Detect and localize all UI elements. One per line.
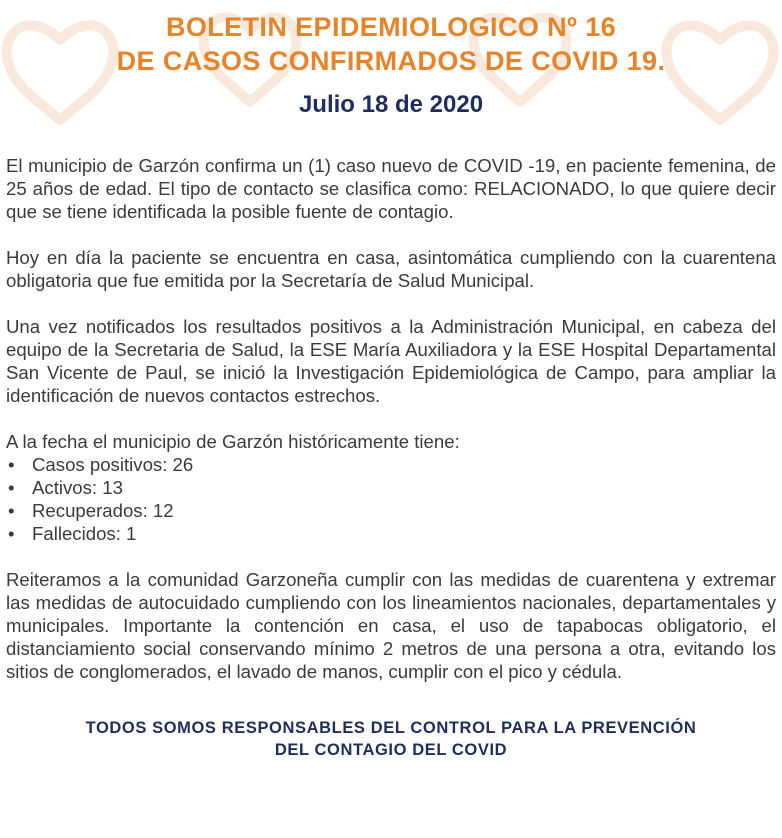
bullet-icon: • <box>8 477 15 498</box>
footer-line-2: DEL CONTAGIO DEL COVID <box>274 741 508 759</box>
footer-line-1: TODOS SOMOS RESPONSABLES DEL CONTROL PARA LA PREVENCIÓN <box>85 719 697 737</box>
title-line-2: DE CASOS CONFIRMADOS DE COVID 19. <box>116 46 666 76</box>
list-item <box>6 522 776 545</box>
stat-recovered: Recuperados: 12 <box>32 500 174 521</box>
bullet-icon: • <box>8 523 15 544</box>
list-item <box>6 499 776 522</box>
footer-slogan <box>6 717 776 761</box>
paragraph-new-case: El municipio de Garzón confirma un (1) caso nuevo de COVID -19, en paciente femenina, de 25 años de edad. El tipo de contacto se clasifica como: RELACIONADO, lo que quiere decir que se tiene identificada la posible fuente de contagio. <box>6 155 776 222</box>
paragraph-stats-intro: A la fecha el municipio de Garzón históricamente tiene: <box>6 431 460 452</box>
bullet-icon: • <box>8 500 15 521</box>
bullet-icon: • <box>8 454 15 475</box>
paragraph-recommendations: Reiteramos a la comunidad Garzoneña cumplir con las medidas de cuarentena y extremar las medidas de autocuidado cumpliendo con los lineamientos nacionales, departamentales y municipales. Importante la contención en casa, el uso de tapabocas obligatorio, el distanciamiento social conservando mínimo 2 metros de una persona a otra, evitando los sitios de conglomerados, el lavado de manos, cumplir con el pico y cédula. <box>6 569 776 682</box>
stat-active: Activos: 13 <box>32 477 123 498</box>
list-item <box>6 453 776 476</box>
bulletin-page <box>0 10 782 761</box>
stat-deceased: Fallecidos: 1 <box>32 523 137 544</box>
stat-positive-cases: Casos positivos: 26 <box>32 454 194 475</box>
list-item <box>6 476 776 499</box>
paragraph-patient-status: Hoy en día la paciente se encuentra en casa, asintomática cumpliendo con la cuarentena obligatoria que fue emitida por la Secretaría de Salud Municipal. <box>6 247 776 291</box>
paragraph-investigation: Una vez notificados los resultados positivos a la Administración Municipal, en cabeza del equipo de la Secretaria de Salud, la ESE María Auxiliadora y la ESE Hospital Departamental San Vicente de Paul, se inició la Investigación Epidemiológica de Campo, para ampliar la identificación de nuevos contactos estrechos. <box>6 316 776 406</box>
title-line-1: BOLETIN EPIDEMIOLOGICO Nº 16 <box>165 12 617 42</box>
bulletin-title <box>6 10 776 78</box>
stats-list <box>6 453 776 545</box>
bulletin-date: Julio 18 de 2020 <box>298 91 484 118</box>
